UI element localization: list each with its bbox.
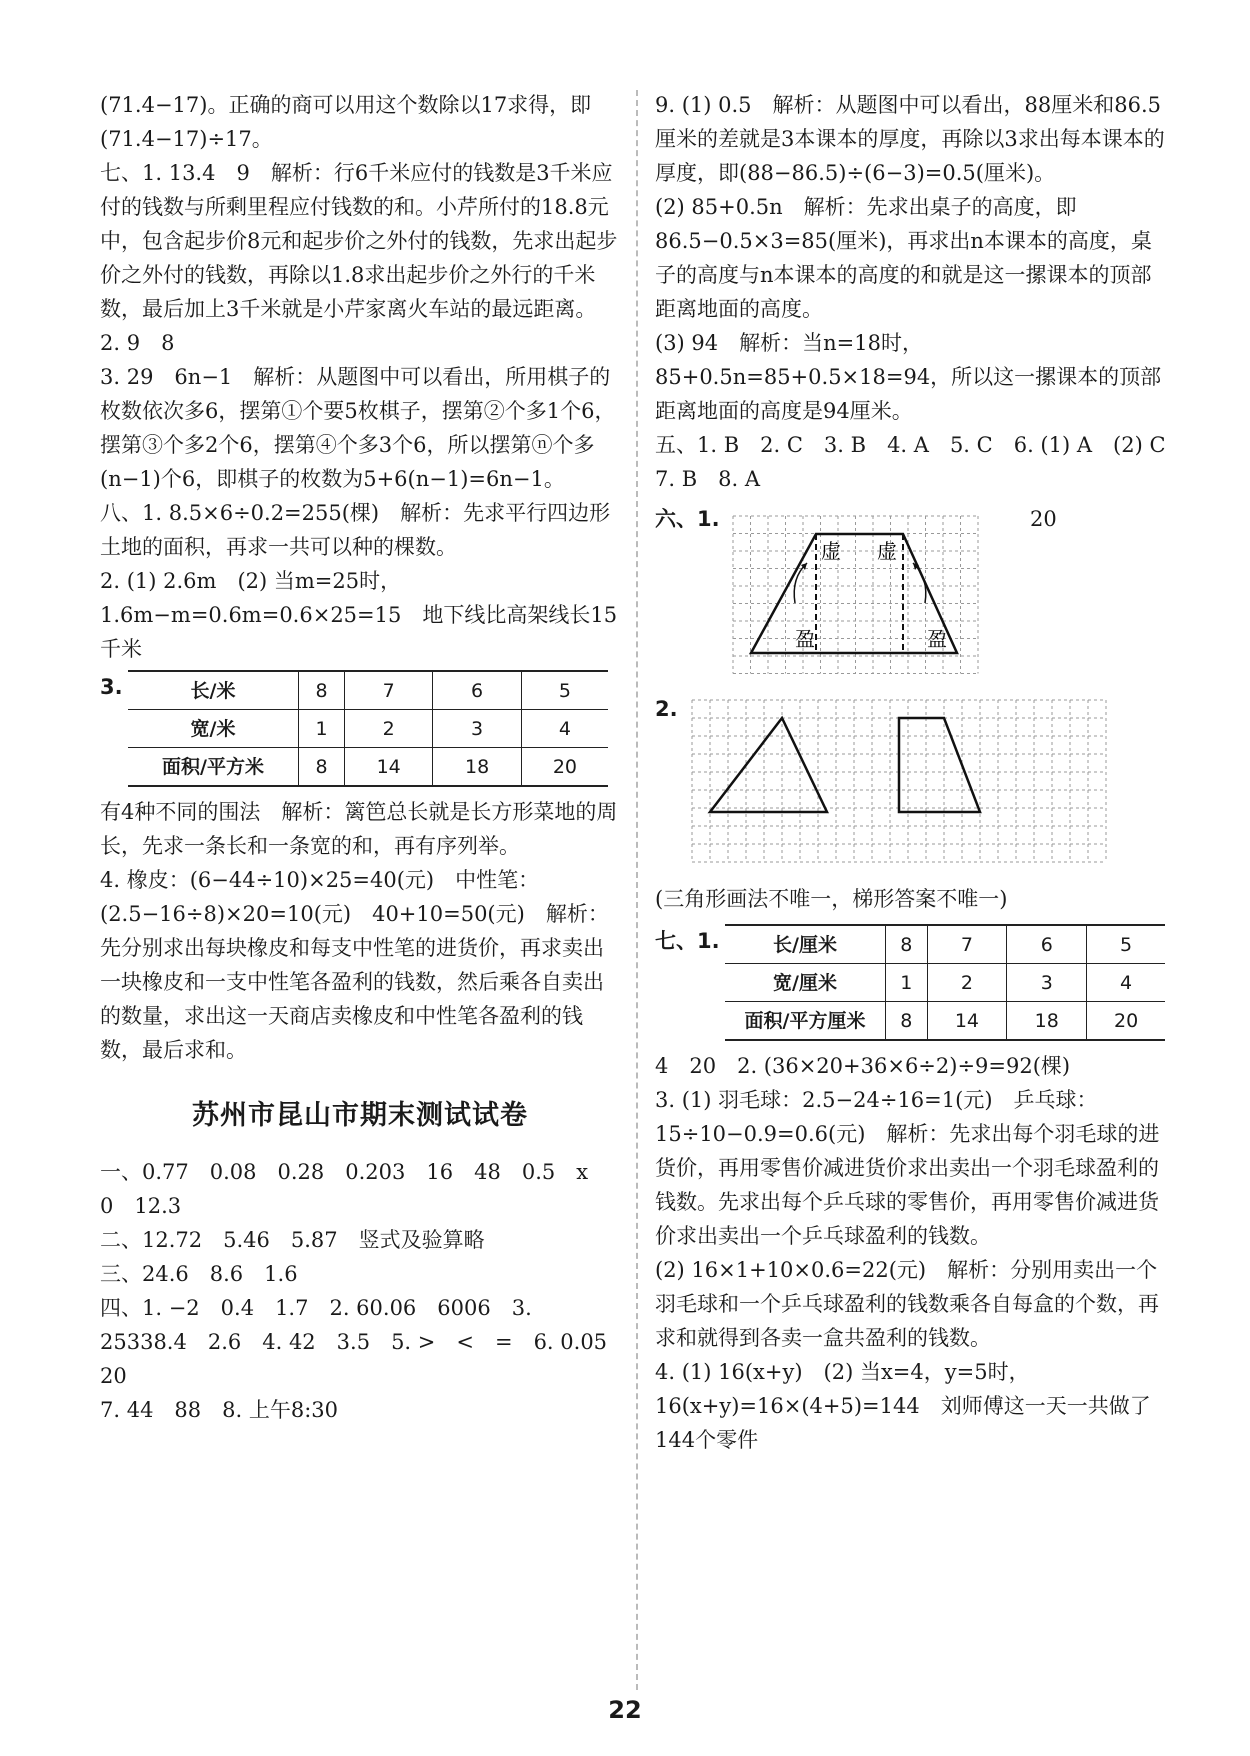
- paragraph: 3. (1) 羽毛球：2.5−24÷16=1(元) 乒乓球：15÷10−0.9=0.6(元) 解析：先求出每个羽毛球的进货价，再用零售价减进货价求出卖出一个羽毛球盈利的钱数。先求出每个乒乓球的零售价，再用零售价减进货价求出卖出一个乒乓球盈利的钱数。: [655, 1088, 1160, 1248]
- ying-label-right: 盈: [927, 627, 947, 651]
- table-cell: 14: [927, 1002, 1007, 1041]
- grid-trapezoid-svg: [725, 508, 985, 683]
- paragraph: 2. 9 8: [100, 331, 175, 355]
- section-title: 苏州市昆山市期末测试试卷: [192, 1100, 528, 1131]
- paragraph: 七、1. 13.4 9 解析：行6千米应付的钱数是3千米应付的钱数与所剩里程应付钱数的和。小芹所付的18.8元中，包含起步价8元和起步价之外付的钱数，先求出起步价之外付的钱数，再除以1.8求出起步价之外行的千米数，最后加上3千米就是小芹家离火车站的最远距离。: [100, 161, 618, 321]
- table-row: [128, 671, 608, 710]
- table-row: [725, 925, 1165, 964]
- table-cell: 6: [1007, 925, 1087, 964]
- table-cell: 20: [1087, 1002, 1165, 1041]
- figure-label: 六、1.: [655, 507, 720, 531]
- table-cell: 14: [344, 748, 432, 787]
- figure-label: 2.: [655, 697, 678, 721]
- table-cell: 4: [1087, 964, 1165, 1002]
- paragraph: (3) 94 解析：当n=18时，85+0.5n=85+0.5×18=94，所以这一摞课本的顶部距离地面的高度是94厘米。: [655, 331, 1162, 423]
- table-label: 七、1.: [655, 929, 720, 953]
- ying-label-left: 盈: [795, 627, 815, 651]
- paragraph: 三、24.6 8.6 1.6: [100, 1262, 298, 1286]
- paragraph: 二、12.72 5.46 5.87 竖式及验算略: [100, 1228, 485, 1252]
- paragraph: 7. 44 88 8. 上午8:30: [100, 1398, 339, 1422]
- table-cell: 8: [886, 925, 928, 964]
- table-cell: 2: [927, 964, 1007, 1002]
- table-cell: 1: [299, 710, 345, 748]
- grid-triangle-svg: [683, 692, 1113, 872]
- table-cell: 5: [521, 671, 608, 710]
- left-column: [100, 88, 629, 1427]
- table-cell: 20: [521, 748, 608, 787]
- table-fence: [128, 670, 608, 787]
- table-cell: 6: [433, 671, 521, 710]
- paragraph: 3. 29 6n−1 解析：从题图中可以看出，所用棋子的枚数依次多6，摆第①个要5枚棋子，摆第②个多1个6，摆第③个多2个6，摆第④个多3个6，所以摆第ⓝ个多(n−1)个6，即棋子的枚数为5+6(n−1)=6n−1。: [100, 365, 616, 491]
- table-cell: 5: [1087, 925, 1165, 964]
- table-cell: 8: [299, 671, 345, 710]
- row-header: 长/厘米: [725, 925, 886, 964]
- table-cell: 7: [927, 925, 1007, 964]
- row-header: 宽/厘米: [725, 964, 886, 1002]
- table-block: [655, 924, 1170, 1041]
- table-cell: 8: [299, 748, 345, 787]
- page-number: 22: [608, 1696, 642, 1724]
- table-row: [128, 710, 608, 748]
- figure-triangle-trapezoid: [655, 692, 1170, 882]
- table-cell: 7: [344, 671, 432, 710]
- table-fence-cm: [725, 924, 1165, 1041]
- figure-trapezoid: [655, 502, 1170, 692]
- paragraph: 四、1. −2 0.4 1.7 2. 60.06 6006 3. 25338.4 2.6 4. 42 3.5 5. > < = 6. 0.05 20: [100, 1296, 629, 1388]
- paragraph: (2) 85+0.5n 解析：先求出桌子的高度，即86.5−0.5×3=85(厘米)，再求出n本课本的高度，桌子的高度与n本课本的高度的和就是这一摞课本的顶部距离地面的高度。: [655, 195, 1152, 321]
- paragraph: 一、0.77 0.08 0.28 0.203 16 48 0.5 x 0 12.3: [100, 1160, 610, 1218]
- table-cell: 1: [886, 964, 928, 1002]
- table-block: [100, 670, 620, 787]
- table-cell: 3: [1007, 964, 1087, 1002]
- row-header: 宽/米: [128, 710, 299, 748]
- paragraph: (71.4−17)。正确的商可以用这个数除以17求得，即(71.4−17)÷17。: [100, 93, 592, 151]
- table-cell: 3: [433, 710, 521, 748]
- paragraph: 9. (1) 0.5 解析：从题图中可以看出，88厘米和86.5厘米的差就是3本课本的厚度，再除以3求出每本课本的厚度，即(88−86.5)÷(6−3)=0.5(厘米)。: [655, 93, 1165, 185]
- paragraph: 五、1. B 2. C 3. B 4. A 5. C 6. (1) A (2) C 7. B 8. A: [655, 433, 1187, 491]
- note: (三角形画法不唯一，梯形答案不唯一): [655, 887, 1008, 911]
- right-column: [655, 88, 1187, 1457]
- row-header: 面积/平方米: [128, 748, 299, 787]
- paragraph: 4 20 2. (36×20+36×6÷2)÷9=92(棵): [655, 1054, 1071, 1078]
- table-cell: 18: [433, 748, 521, 787]
- figure-value: 20: [1030, 507, 1057, 531]
- xu-label-left: 虚: [821, 539, 841, 563]
- table-cell: 2: [344, 710, 432, 748]
- row-header: 面积/平方厘米: [725, 1002, 886, 1041]
- paragraph: (2) 16×1+10×0.6=22(元) 解析：分别用卖出一个羽毛球和一个乒乓球盈利的钱数乘各自每盒的个数，再求和就得到各卖一盒共盈利的钱数。: [655, 1258, 1159, 1350]
- table-cell: 4: [521, 710, 608, 748]
- table-cell: 18: [1007, 1002, 1087, 1041]
- row-header: 长/米: [128, 671, 299, 710]
- table-cell: 8: [886, 1002, 928, 1041]
- column-divider: [636, 90, 638, 1690]
- paragraph: 有4种不同的围法 解析：篱笆总长就是长方形菜地的周长，先求一条长和一条宽的和，再有序列举。: [100, 800, 618, 858]
- table-row: [128, 748, 608, 787]
- xu-label-right: 虚: [877, 539, 897, 563]
- paragraph: 4. 橡皮：(6−44÷10)×25=40(元) 中性笔：(2.5−16÷8)×20=10(元) 40+10=50(元) 解析：先分别求出每块橡皮和每支中性笔的进货价，再求卖出一块橡皮和一支中性笔各盈利的钱数，然后乘各自卖出的数量，求出这一天商店卖橡皮和中性笔各盈利的钱数，最后求和。: [100, 868, 609, 1062]
- paragraph: 八、1. 8.5×6÷0.2=255(棵) 解析：先求平行四边形土地的面积，再求一共可以种的棵数。: [100, 501, 611, 559]
- table-row: [725, 1002, 1165, 1041]
- table-label: 3.: [100, 675, 123, 699]
- paragraph: 4. (1) 16(x+y) (2) 当x=4，y=5时，16(x+y)=16×(4+5)=144 刘师傅这一天一共做了144个零件: [655, 1360, 1151, 1452]
- table-row: [725, 964, 1165, 1002]
- trapezoid-shape: [899, 718, 980, 812]
- paragraph: 2. (1) 2.6m (2) 当m=25时，1.6m−m=0.6m=0.6×25=15 地下线比高架线长15千米: [100, 569, 618, 661]
